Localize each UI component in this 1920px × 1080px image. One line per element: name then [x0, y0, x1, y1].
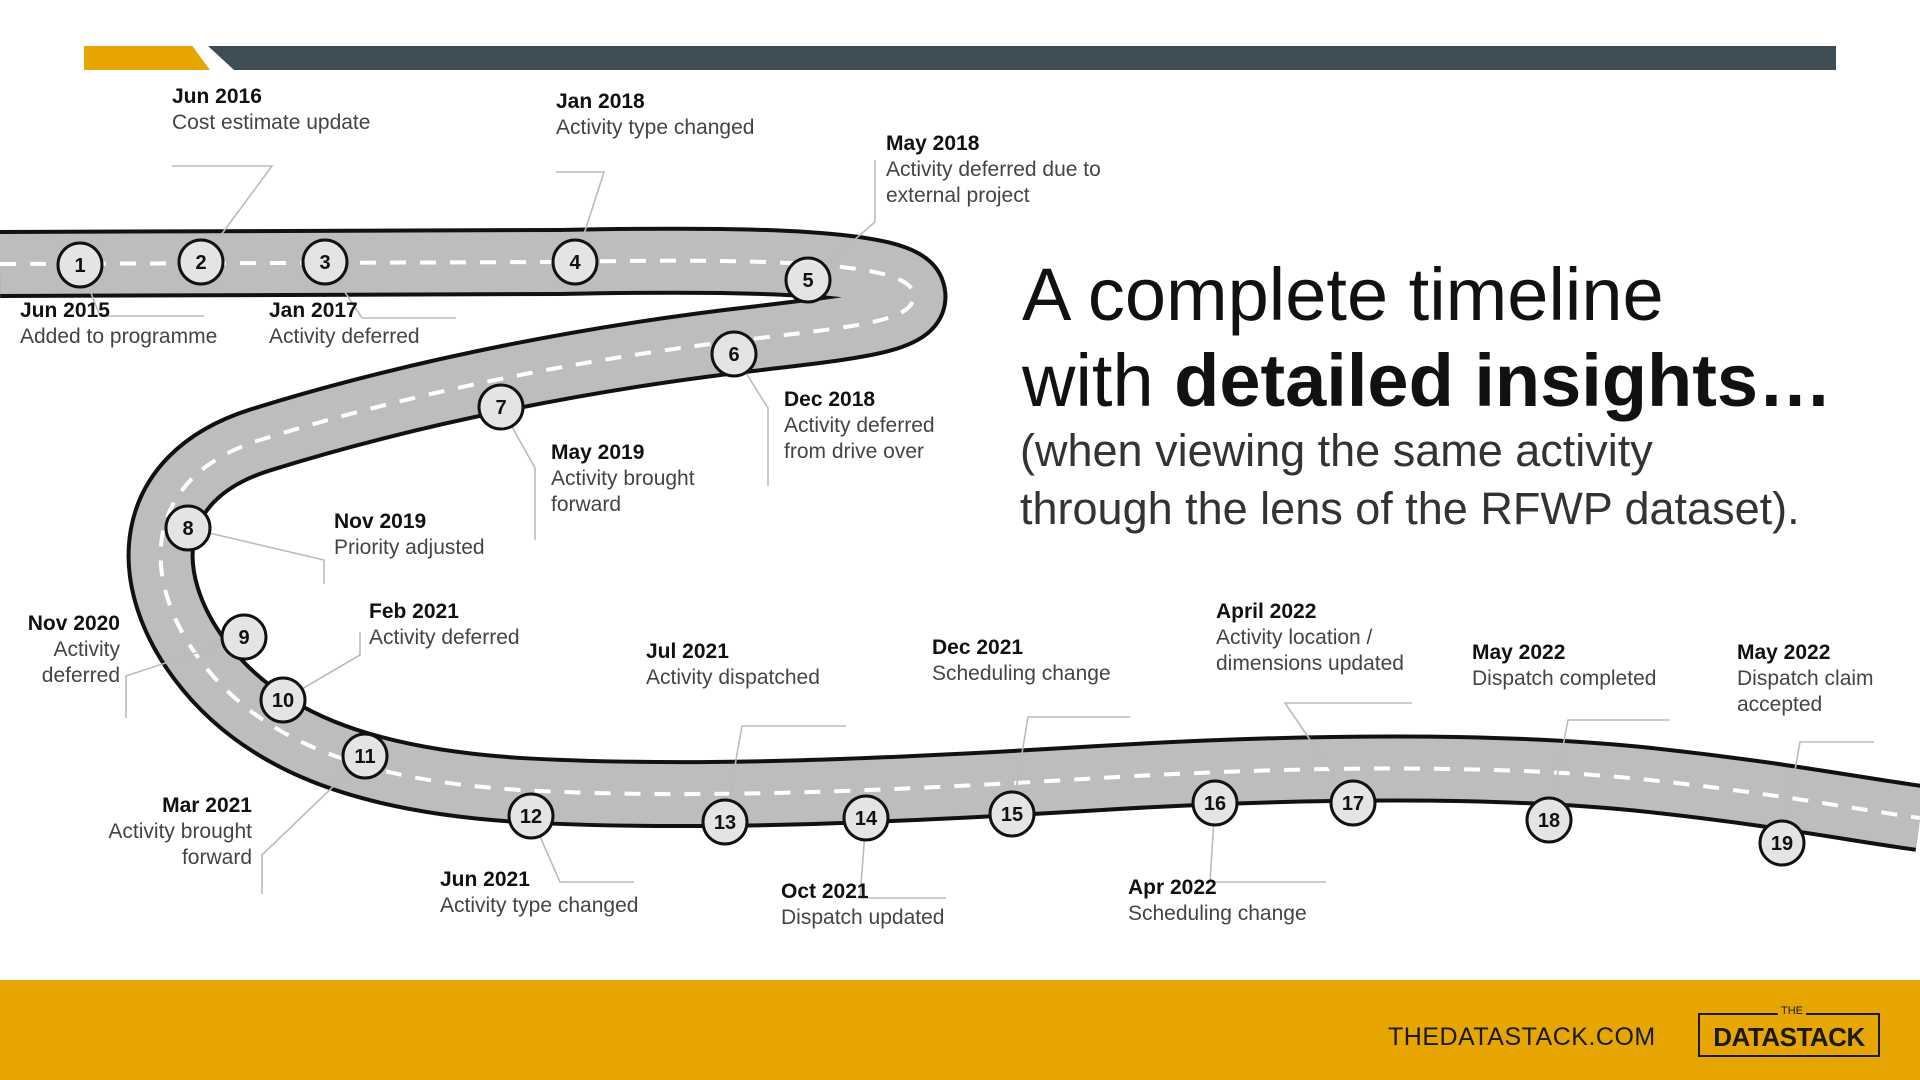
- milestone-label-1: [20, 298, 217, 350]
- milestone-description-line-2: external project: [886, 184, 1030, 207]
- milestone-number: 12: [519, 806, 543, 828]
- milestone-label-11: [108, 793, 252, 871]
- milestone-date: Apr 2022: [1128, 876, 1217, 899]
- milestone-label-4: [556, 89, 754, 141]
- milestone-description-line-2: forward: [181, 846, 252, 869]
- headline-line-2: [1022, 338, 1832, 424]
- milestone-date: Feb 2021: [369, 600, 459, 623]
- subheadline: [1020, 422, 1800, 538]
- milestone-number: 19: [1770, 833, 1794, 855]
- milestone-marker-15[interactable]: [990, 792, 1034, 836]
- milestone-number: 11: [354, 746, 376, 768]
- milestone-marker-6[interactable]: [712, 332, 756, 376]
- headline-line-1: A complete timeline: [1022, 253, 1664, 336]
- milestone-number: 7: [495, 397, 507, 419]
- milestone-number: 8: [182, 518, 194, 540]
- milestone-description-line-2: deferred: [41, 664, 120, 687]
- milestone-marker-19[interactable]: [1760, 821, 1804, 865]
- milestone-marker-3[interactable]: [303, 240, 347, 284]
- milestone-description: Activity dispatched: [646, 666, 820, 689]
- milestone-description: Activity type changed: [440, 894, 639, 917]
- milestone-description: Activity brought: [108, 820, 252, 843]
- milestone-description: Added to programme: [20, 325, 218, 348]
- headline: [1022, 252, 1832, 424]
- milestone-number: 16: [1203, 793, 1227, 815]
- milestone-date: Dec 2021: [932, 636, 1024, 659]
- milestone-marker-4[interactable]: [553, 240, 597, 284]
- milestone-date: Dec 2018: [784, 388, 876, 411]
- milestone-date: Jul 2021: [646, 640, 729, 663]
- milestone-description: Dispatch updated: [781, 906, 945, 929]
- milestone-label-18: [1472, 640, 1656, 692]
- milestone-description: Activity deferred: [784, 414, 935, 437]
- milestone-label-15: [932, 635, 1111, 687]
- headline-line-2-plain: with: [1022, 339, 1175, 422]
- milestone-label-14: [781, 879, 944, 931]
- milestone-label-9: [28, 611, 120, 689]
- milestone-marker-1[interactable]: [58, 243, 102, 287]
- milestone-description: Activity type changed: [556, 116, 755, 139]
- milestone-description: Activity deferred: [269, 325, 420, 348]
- milestone-marker-17[interactable]: [1331, 781, 1375, 825]
- milestone-number: 2: [195, 252, 207, 274]
- milestone-date: April 2022: [1216, 600, 1317, 623]
- milestone-date: May 2019: [551, 441, 645, 464]
- milestone-description-line-2: forward: [551, 493, 622, 516]
- milestone-label-12: [440, 867, 638, 919]
- milestone-date: May 2018: [886, 132, 980, 155]
- milestone-label-5: [886, 131, 1101, 209]
- milestone-date: Nov 2019: [334, 510, 427, 533]
- milestone-number: 14: [854, 808, 878, 830]
- milestone-marker-10[interactable]: [261, 678, 305, 722]
- milestone-date: Jun 2021: [440, 868, 530, 891]
- milestone-marker-5[interactable]: [786, 258, 830, 302]
- website-link[interactable]: THEDATASTACK.COM: [1388, 1023, 1656, 1051]
- milestone-date: Jan 2017: [269, 299, 358, 322]
- logo-the-text: THE: [1778, 1005, 1806, 1017]
- milestone-marker-18[interactable]: [1527, 798, 1571, 842]
- milestone-marker-7[interactable]: [479, 385, 523, 429]
- subheadline-line-2: through the lens of the RFWP dataset).: [1020, 483, 1800, 534]
- milestone-date: Jan 2018: [556, 90, 645, 113]
- milestone-number: 10: [271, 690, 295, 712]
- milestone-description: Cost estimate update: [172, 111, 371, 134]
- milestone-number: 9: [238, 627, 250, 649]
- milestone-date: Nov 2020: [27, 612, 120, 635]
- milestone-number: 3: [319, 252, 331, 274]
- milestone-number: 6: [728, 344, 740, 366]
- milestone-description-line-2: accepted: [1737, 693, 1823, 716]
- milestone-description-line-2: dimensions updated: [1216, 652, 1404, 675]
- milestone-description: Scheduling change: [1128, 902, 1307, 925]
- milestone-description: Scheduling change: [932, 662, 1111, 685]
- milestone-description: Activity deferred due to: [886, 158, 1101, 181]
- milestone-number: 1: [74, 255, 86, 277]
- milestone-description-line-2: from drive over: [784, 440, 925, 463]
- milestone-date: May 2022: [1737, 641, 1831, 664]
- milestone-marker-8[interactable]: [166, 506, 210, 550]
- milestone-label-19: [1737, 640, 1874, 718]
- milestone-label-6: [784, 387, 935, 465]
- milestone-number: 17: [1341, 793, 1365, 815]
- milestone-description: Activity location /: [1216, 626, 1373, 649]
- milestone-description: Dispatch claim: [1737, 667, 1874, 690]
- milestone-date: Jun 2016: [172, 85, 262, 108]
- milestone-description: Activity brought: [551, 467, 695, 490]
- milestone-number: 4: [569, 252, 581, 274]
- milestone-marker-16[interactable]: [1193, 781, 1237, 825]
- milestone-description: Dispatch completed: [1472, 667, 1657, 690]
- milestone-number: 15: [1000, 804, 1024, 826]
- milestone-label-13: [646, 639, 820, 691]
- milestone-label-17: [1216, 599, 1404, 677]
- milestone-number: 18: [1537, 810, 1561, 832]
- milestone-marker-2[interactable]: [179, 240, 223, 284]
- milestone-marker-11[interactable]: [343, 734, 387, 778]
- milestone-marker-13[interactable]: [703, 800, 747, 844]
- milestone-description: Activity deferred: [369, 626, 520, 649]
- milestone-date: Oct 2021: [781, 880, 869, 903]
- milestone-marker-14[interactable]: [844, 796, 888, 840]
- milestone-description: Priority adjusted: [334, 536, 485, 559]
- milestone-date: Jun 2015: [20, 299, 110, 322]
- milestone-date: May 2022: [1472, 641, 1566, 664]
- milestone-number: 5: [802, 270, 814, 292]
- milestone-label-16: [1128, 875, 1307, 927]
- milestone-label-8: [334, 509, 485, 561]
- milestone-label-2: [172, 84, 370, 136]
- milestone-date: Mar 2021: [162, 794, 252, 817]
- milestone-label-10: [369, 599, 520, 651]
- milestone-label-3: [269, 298, 420, 350]
- milestone-marker-9[interactable]: [222, 615, 266, 659]
- milestone-number: 13: [713, 812, 737, 834]
- milestone-description: Activity: [53, 638, 120, 661]
- headline-line-2-bold: detailed insights…: [1174, 339, 1833, 422]
- datastack-logo: [1698, 1005, 1880, 1057]
- logo-wordmark: DATASTACK: [1713, 1022, 1865, 1052]
- milestone-label-7: [551, 440, 695, 518]
- subheadline-line-1: (when viewing the same activity: [1020, 425, 1653, 476]
- milestone-marker-12[interactable]: [509, 794, 553, 838]
